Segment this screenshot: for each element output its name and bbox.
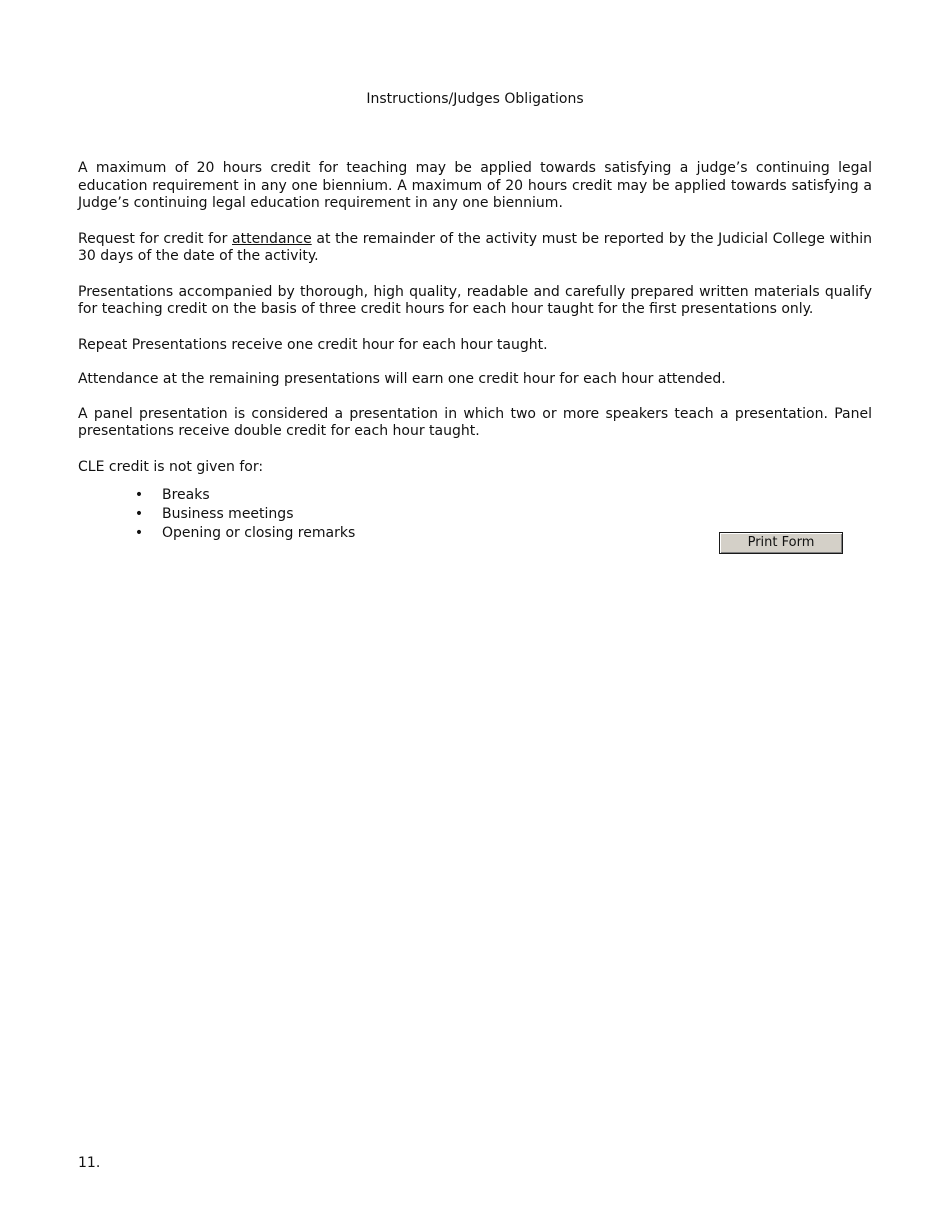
paragraph-cle-not-given: CLE credit is not given for: <box>78 458 264 475</box>
list-item-label: Business meetings <box>162 506 294 522</box>
print-form-button[interactable]: Print Form <box>719 532 843 554</box>
underlined-attendance: attendance <box>232 230 312 247</box>
document-body <box>78 160 872 543</box>
list-item <box>78 486 872 505</box>
list-item-label: Opening or closing remarks <box>162 525 356 541</box>
bullet-icon: • <box>134 506 144 522</box>
paragraph-teaching-credit-limit: A maximum of 20 hours credit for teaching may be applied towards satisfying a judge’s continuing legal education requirement in any one biennium. A maximum of 20 hours credit may be applied towards satisfying a Judge’s continuing legal education requirement in any one biennium. <box>78 160 872 211</box>
bullet-icon: • <box>134 487 144 503</box>
paragraph-attendance-request-start: Request for credit for <box>78 230 233 247</box>
paragraph-written-materials: Presentations accompanied by thorough, high quality, readable and carefully prepared written materials qualify for teaching credit on the basis of three credit hours for each hour taught for the first presentations only. <box>78 283 872 317</box>
paragraph-attendance-request-end: at the remainder of the activity must be reported by the Judicial College within 30 days of the date of the activity. <box>78 230 873 264</box>
paragraph-attendance-request <box>78 231 872 266</box>
list-item <box>78 505 872 524</box>
list-item-label: Breaks <box>162 487 210 503</box>
paragraph-repeat-presentations: Repeat Presentations receive one credit hour for each hour taught. <box>78 336 548 353</box>
paragraph-remaining-attendance: Attendance at the remaining presentations will earn one credit hour for each hour attended. <box>78 371 726 387</box>
page-number: 11. <box>78 1155 101 1171</box>
page-title: Instructions/Judges Obligations <box>366 91 584 107</box>
bullet-icon: • <box>134 525 144 541</box>
paragraph-panel-presentation: A panel presentation is considered a presentation in which two or more speakers teach a presentation. Panel presentations receive double credit for each hour taught. <box>78 405 872 439</box>
